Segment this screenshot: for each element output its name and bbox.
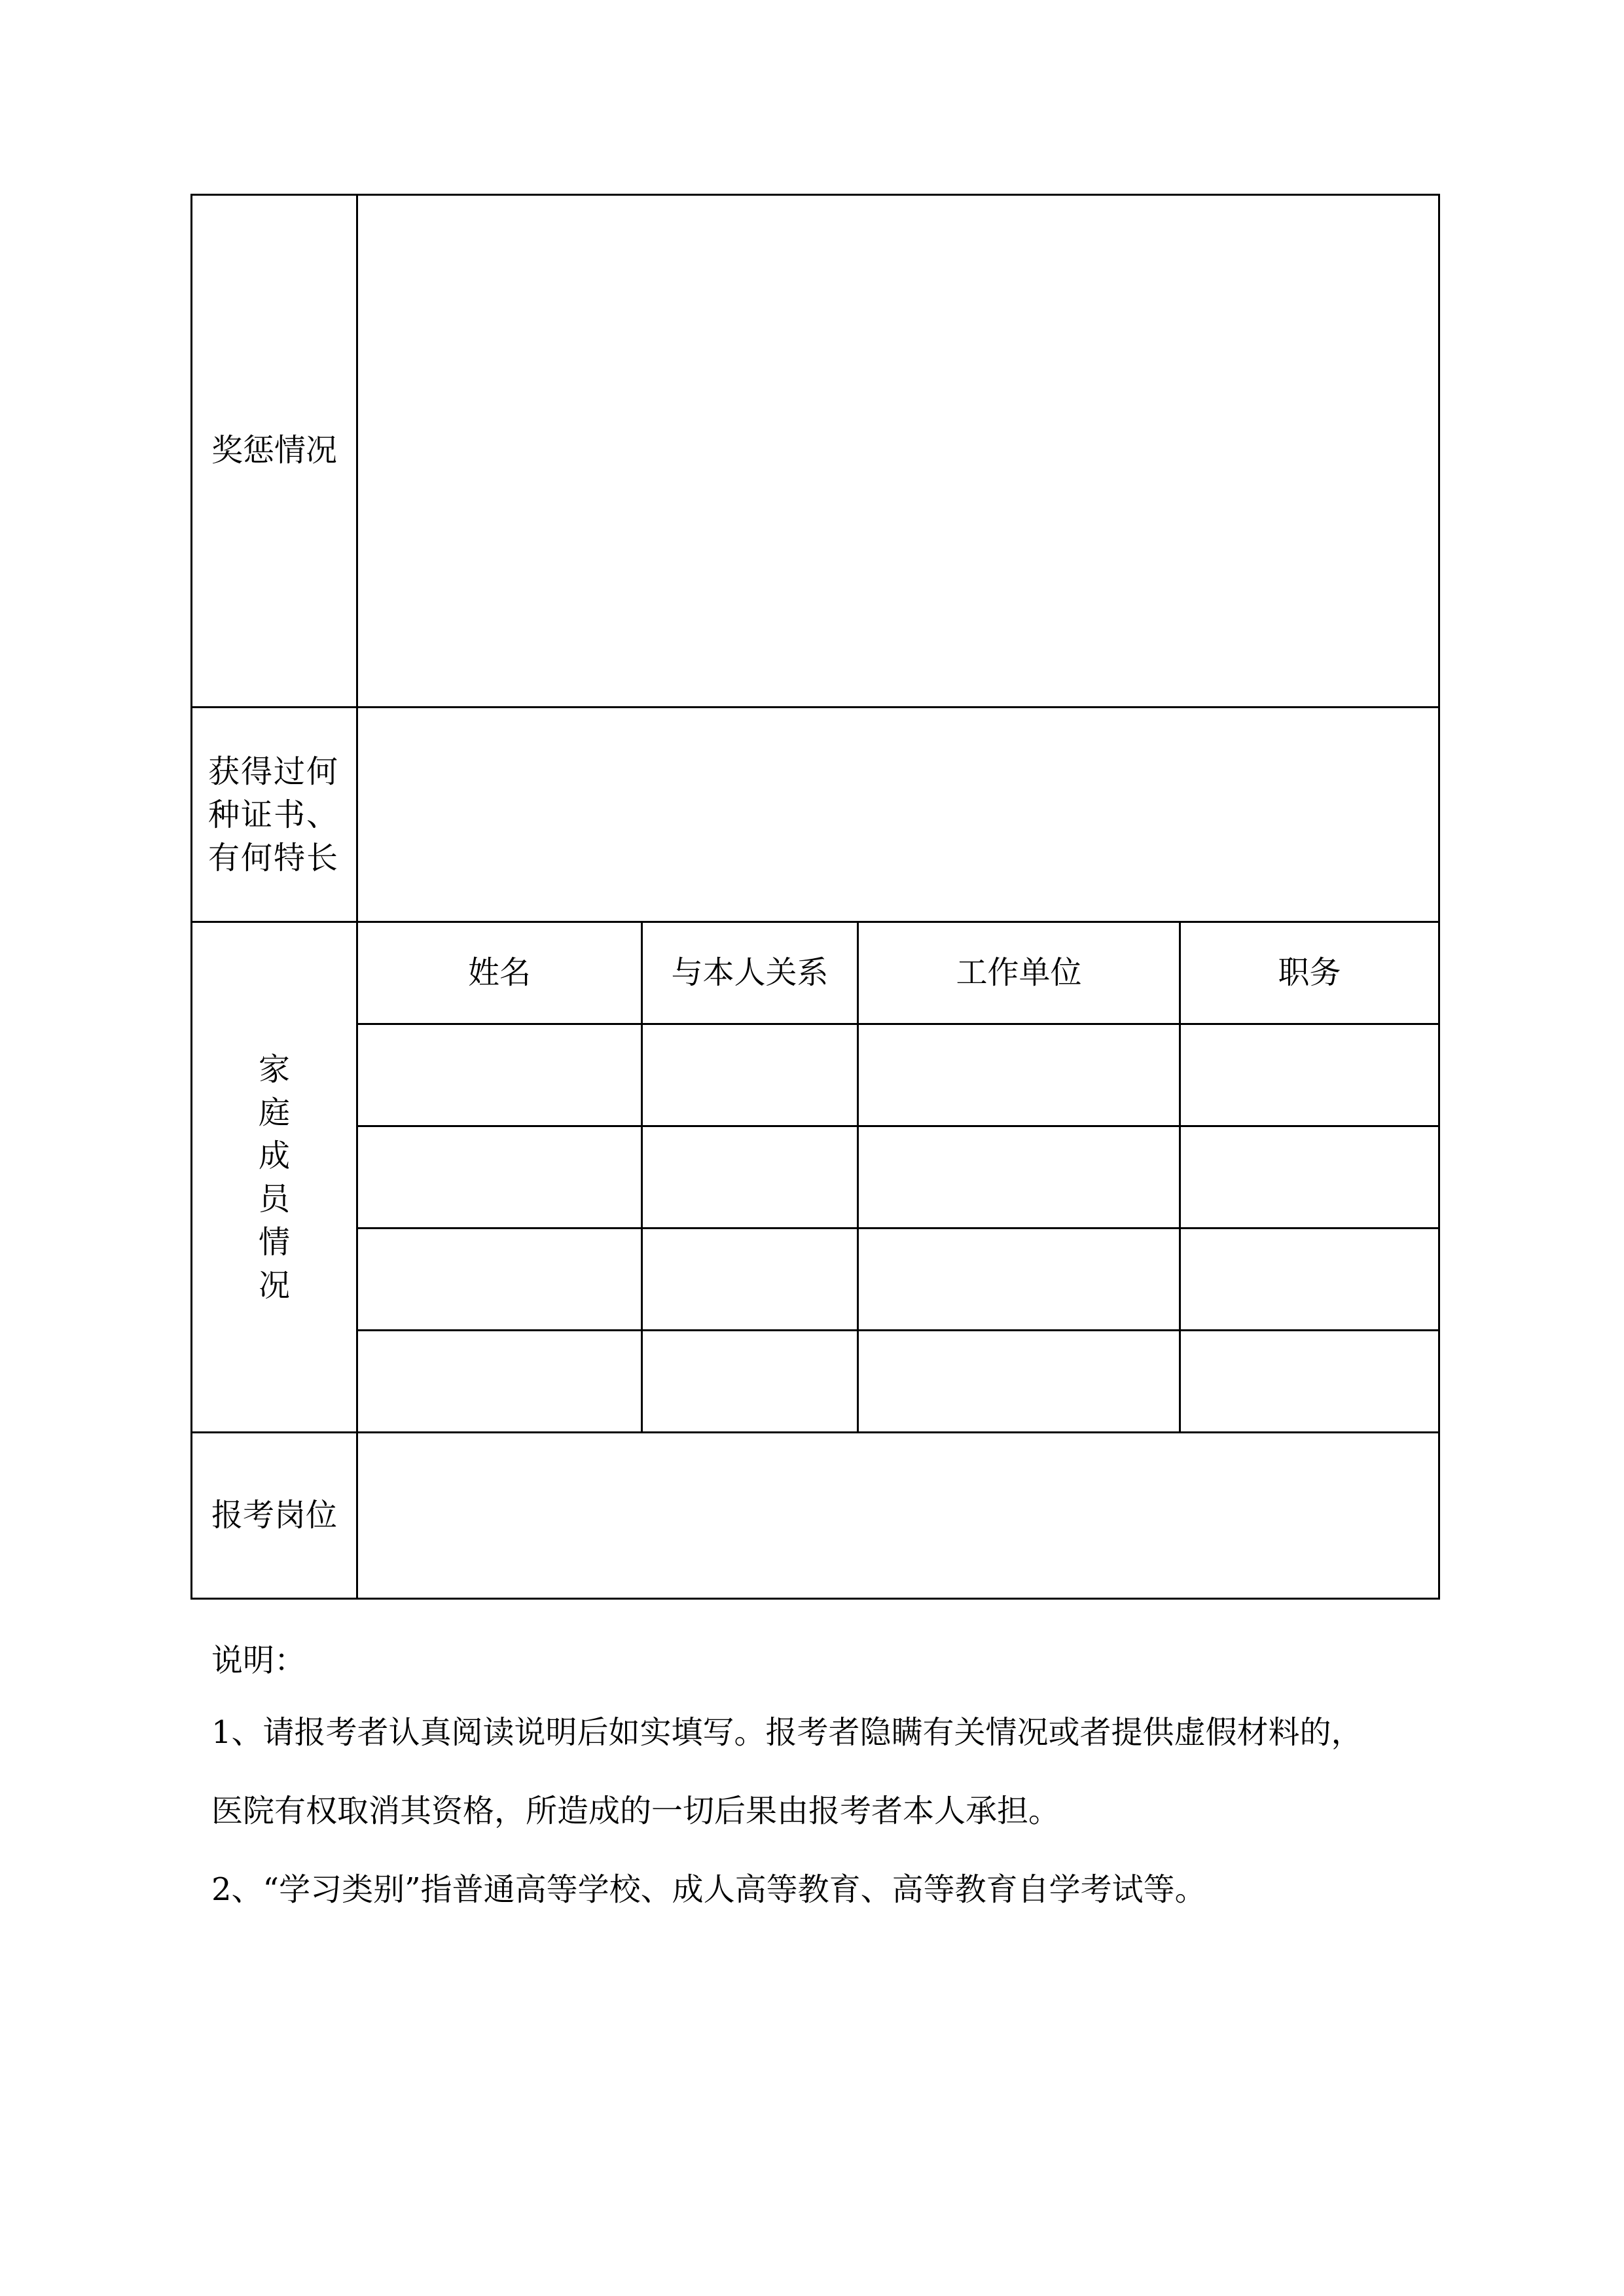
certificates-label-line: 种证书、 xyxy=(208,796,340,833)
certificates-label-line: 获得过何 xyxy=(208,753,340,790)
header-work-unit: 工作单位 xyxy=(858,922,1180,1024)
family-label-char: 成 xyxy=(258,1137,290,1174)
family-label-char: 情 xyxy=(258,1223,290,1261)
family-work-unit-cell[interactable] xyxy=(858,1126,1180,1229)
family-members-label xyxy=(192,922,357,1433)
family-row xyxy=(192,1331,1439,1433)
application-form-table xyxy=(190,194,1440,1600)
certificates-label-line: 有何特长 xyxy=(208,839,340,876)
family-label-char: 员 xyxy=(258,1180,290,1217)
notes-line: 2、“学习类别”指普通高等学校、成人高等教育、高等教育自学考试等。 xyxy=(211,1871,1206,1908)
position-row xyxy=(192,1433,1439,1599)
notes-line: 1、请报考者认真阅读说明后如实填写。报考者隐瞒有关情况或者提供虚假材料的， xyxy=(211,1714,1363,1751)
certificates-label xyxy=(192,708,357,922)
certificates-field[interactable] xyxy=(357,708,1439,922)
family-relationship-cell[interactable] xyxy=(642,1126,858,1229)
header-name: 姓名 xyxy=(357,922,642,1024)
family-name-cell[interactable] xyxy=(357,1331,642,1433)
header-position-title: 职务 xyxy=(1180,922,1439,1024)
certificates-row xyxy=(192,708,1439,922)
family-name-cell[interactable] xyxy=(357,1024,642,1126)
header-relationship: 与本人关系 xyxy=(642,922,858,1024)
family-label-char: 况 xyxy=(258,1266,290,1304)
family-title-cell[interactable] xyxy=(1180,1331,1439,1433)
awards-row xyxy=(192,195,1439,708)
family-title-cell[interactable] xyxy=(1180,1024,1439,1126)
family-relationship-cell[interactable] xyxy=(642,1229,858,1331)
family-label-char: 庭 xyxy=(258,1094,290,1131)
family-name-cell[interactable] xyxy=(357,1229,642,1331)
position-field[interactable] xyxy=(357,1433,1439,1599)
family-label-char: 家 xyxy=(258,1050,290,1088)
family-title-cell[interactable] xyxy=(1180,1126,1439,1229)
family-title-cell[interactable] xyxy=(1180,1229,1439,1331)
family-row xyxy=(192,1229,1439,1331)
family-work-unit-cell[interactable] xyxy=(858,1331,1180,1433)
family-row xyxy=(192,1024,1439,1126)
notes-title: 说明： xyxy=(211,1642,306,1679)
family-work-unit-cell[interactable] xyxy=(858,1229,1180,1331)
family-relationship-cell[interactable] xyxy=(642,1024,858,1126)
awards-label: 奖惩情况 xyxy=(192,195,357,708)
position-label: 报考岗位 xyxy=(192,1433,357,1599)
notes-line: 医院有权取消其资格，所造成的一切后果由报考者本人承担。 xyxy=(211,1793,1060,1829)
family-relationship-cell[interactable] xyxy=(642,1331,858,1433)
family-row xyxy=(192,1126,1439,1229)
family-work-unit-cell[interactable] xyxy=(858,1024,1180,1126)
family-name-cell[interactable] xyxy=(357,1126,642,1229)
family-header-row xyxy=(192,922,1439,1024)
awards-field[interactable] xyxy=(357,195,1439,708)
